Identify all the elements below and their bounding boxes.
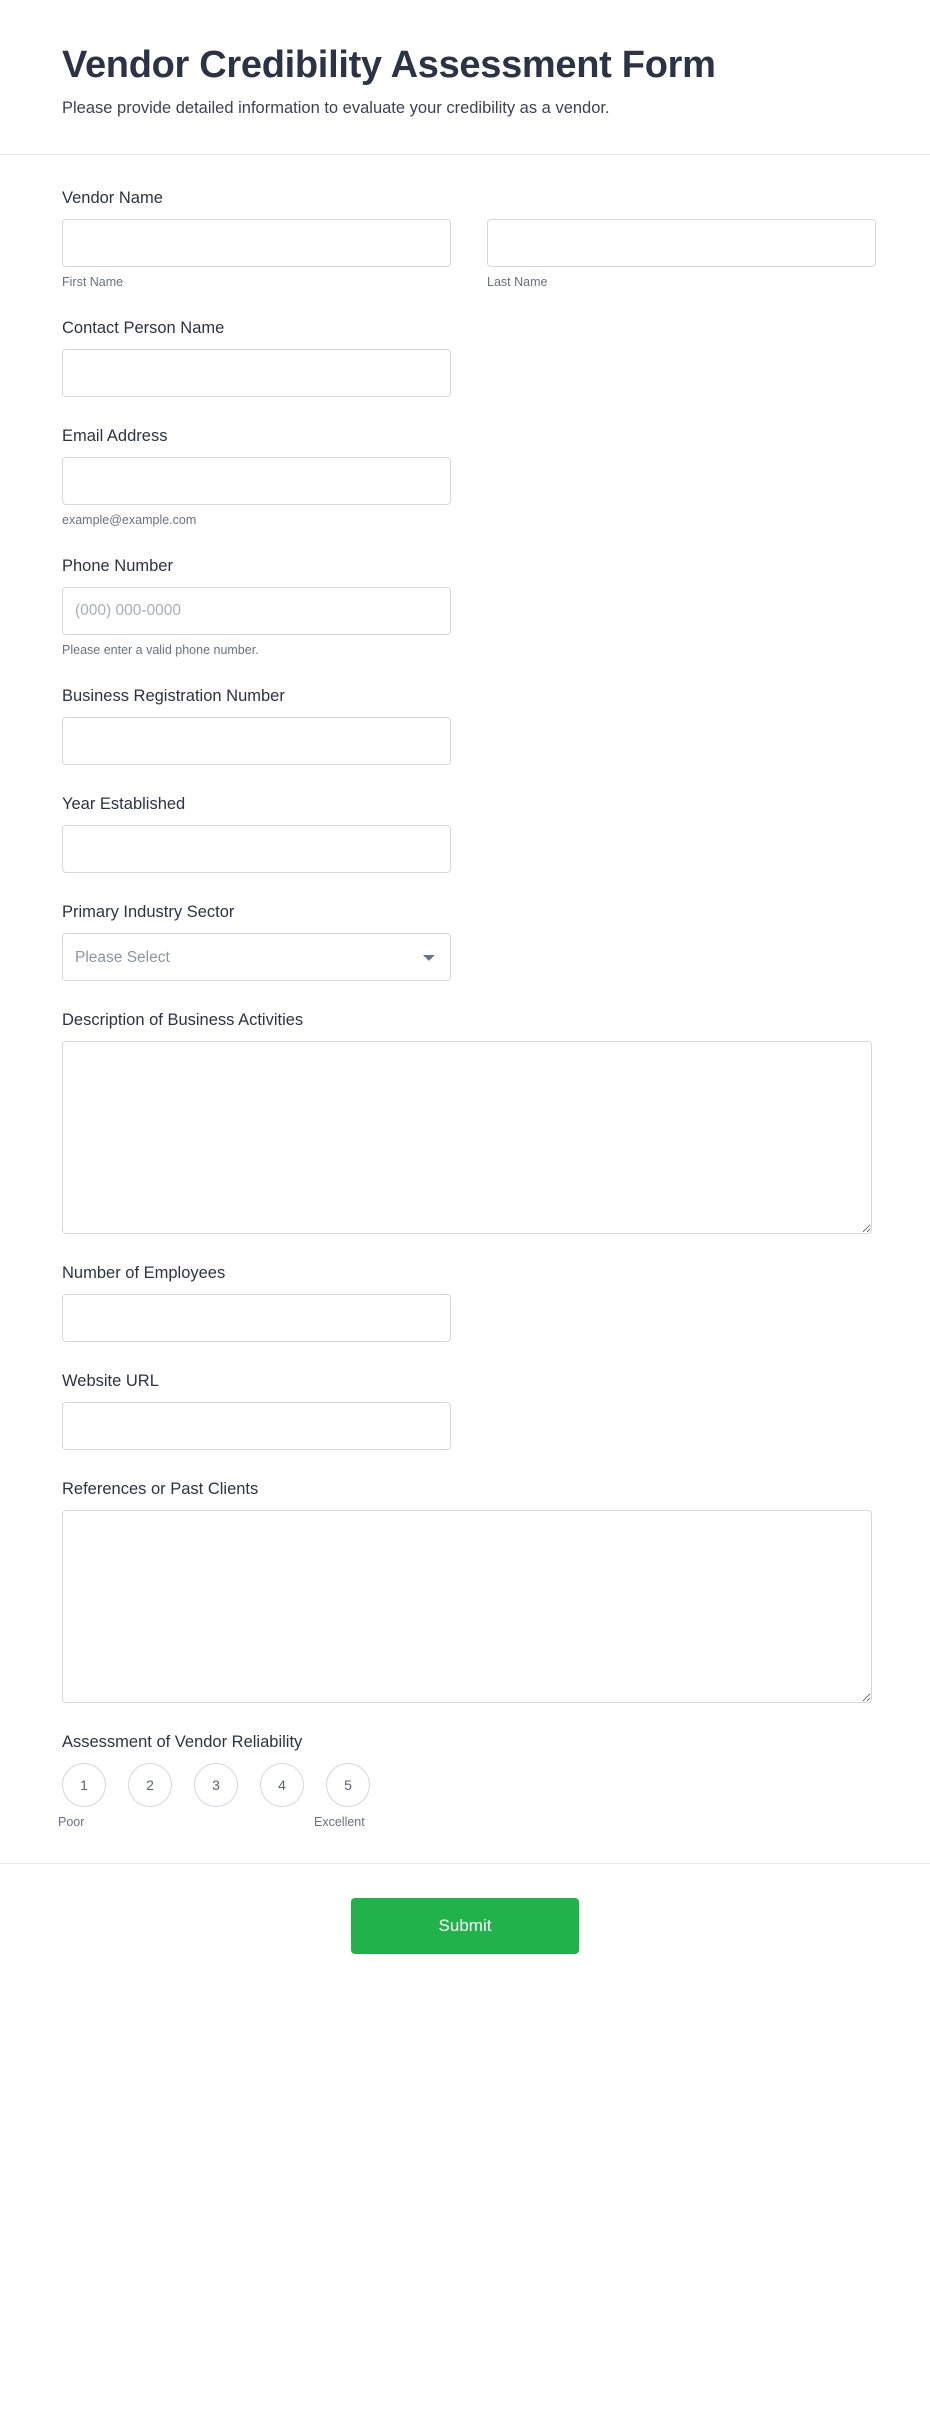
reliability-scale — [58, 1763, 868, 1830]
year-established-label: Year Established — [62, 795, 186, 814]
vendor-first-name-group — [62, 219, 451, 289]
business-registration-label: Business Registration Number — [62, 687, 285, 706]
email-sublabel: example@example.com — [62, 513, 197, 528]
references-textarea[interactable] — [62, 1510, 872, 1703]
reliability-low-caption: Poor — [58, 1815, 85, 1830]
business-registration-input[interactable] — [62, 717, 451, 765]
reliability-scale-item-4 — [260, 1763, 304, 1807]
reliability-label: Assessment of Vendor Reliability — [62, 1733, 303, 1752]
year-established-input[interactable] — [62, 825, 451, 873]
reliability-option-3[interactable]: 3 — [194, 1763, 238, 1807]
field-email — [62, 427, 868, 527]
employees-input[interactable] — [62, 1294, 451, 1342]
form-footer — [0, 1863, 930, 2000]
reliability-scale-item-5 — [314, 1763, 370, 1830]
business-description-label: Description of Business Activities — [62, 1011, 304, 1030]
page-title: Vendor Credibility Assessment Form — [62, 44, 716, 86]
field-employees — [62, 1264, 868, 1342]
field-reliability — [58, 1733, 868, 1830]
vendor-last-name-input[interactable] — [487, 219, 876, 267]
field-business-description — [62, 1011, 868, 1234]
field-vendor-name — [62, 189, 868, 289]
reliability-scale-item-3 — [194, 1763, 238, 1807]
field-phone — [62, 557, 868, 657]
reliability-high-caption: Excellent — [314, 1815, 365, 1830]
phone-input[interactable] — [62, 587, 451, 635]
email-label: Email Address — [62, 427, 168, 446]
email-input[interactable] — [62, 457, 451, 505]
industry-sector-select[interactable] — [62, 933, 451, 981]
vendor-first-name-sublabel: First Name — [62, 275, 124, 290]
website-label: Website URL — [62, 1372, 159, 1391]
form-header — [0, 0, 930, 155]
vendor-last-name-group — [487, 219, 876, 289]
business-description-textarea[interactable] — [62, 1041, 872, 1234]
field-references — [62, 1480, 868, 1703]
vendor-name-row — [62, 219, 868, 289]
vendor-name-label: Vendor Name — [62, 189, 163, 208]
phone-sublabel: Please enter a valid phone number. — [62, 643, 259, 658]
reliability-option-1[interactable]: 1 — [62, 1763, 106, 1807]
reliability-scale-item-1 — [58, 1763, 106, 1830]
industry-sector-label: Primary Industry Sector — [62, 903, 235, 922]
reliability-scale-item-2 — [128, 1763, 172, 1807]
field-contact-person — [62, 319, 868, 397]
website-input[interactable] — [62, 1402, 451, 1450]
reliability-option-2[interactable]: 2 — [128, 1763, 172, 1807]
field-business-registration — [62, 687, 868, 765]
references-label: References or Past Clients — [62, 1480, 259, 1499]
field-industry-sector — [62, 903, 868, 981]
field-website — [62, 1372, 868, 1450]
reliability-option-4[interactable]: 4 — [260, 1763, 304, 1807]
vendor-last-name-sublabel: Last Name — [487, 275, 548, 290]
contact-person-label: Contact Person Name — [62, 319, 225, 338]
phone-label: Phone Number — [62, 557, 173, 576]
form-body — [0, 155, 930, 1829]
contact-person-input[interactable] — [62, 349, 451, 397]
field-year-established — [62, 795, 868, 873]
page-subtitle: Please provide detailed information to evaluate your credibility as a vendor. — [62, 99, 610, 118]
vendor-first-name-input[interactable] — [62, 219, 451, 267]
reliability-option-5[interactable]: 5 — [326, 1763, 370, 1807]
submit-button[interactable]: Submit — [351, 1898, 579, 1954]
employees-label: Number of Employees — [62, 1264, 226, 1283]
